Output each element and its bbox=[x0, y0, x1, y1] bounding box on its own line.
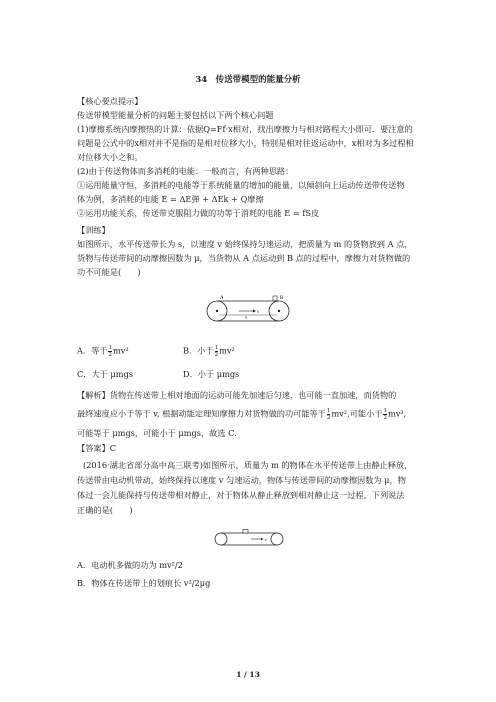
paragraph-line: (2)由于传送物体而多消耗的电能：一般而言，有两种思路： bbox=[77, 166, 294, 176]
label-s: s bbox=[245, 315, 247, 321]
paragraph-line: 传送带模型能量分析的问题主要包括以下两个核心问题 bbox=[77, 110, 274, 120]
paragraph-line: (1)摩擦系统内摩擦热的计算：依据Q=Ff·x相对，找出摩擦力与相对路程大小即可．要注意的 bbox=[77, 124, 413, 134]
question-line: 体过一会儿能保持与传送带相对静止，对于物体从静止释放到相对静止这一过程，下列说法 bbox=[77, 490, 405, 500]
question-line: 货物与传送带间的动摩擦因数为 μ，当货物从 A 点运动到 B 点的过程中，摩擦力对货物做的 bbox=[77, 253, 411, 263]
paragraph-line: ②运用功能关系，传送带克服阻力做的功等于消耗的电能 E = fS皮 bbox=[77, 208, 320, 218]
label-a: A bbox=[220, 296, 224, 301]
paragraph-line: 对位移大小之和。 bbox=[77, 152, 143, 162]
conveyor-figure-2 bbox=[213, 529, 285, 547]
q2-option-b[interactable]: B．物体在传送带上的划痕长 v²/2μg bbox=[77, 578, 211, 588]
paragraph-line: 问题是公式中的x相对并不是指的是相对位移大小，特别是相对往返运动中，x相对为多过程相 bbox=[77, 138, 414, 148]
option-b[interactable]: B．小于 $\frac{1}{2}$ mv² bbox=[183, 345, 235, 358]
question-line: 正确的是( ) bbox=[77, 505, 133, 515]
paragraph-line: ①运用能量守恒，多消耗的电能等于系统能量的增加的能量，以倾斜向上运动传送带传送物 bbox=[77, 180, 405, 190]
section-heading: 【核心要点提示】 bbox=[77, 96, 143, 106]
section-heading: 【训练】 bbox=[77, 225, 110, 235]
option-a[interactable]: A．等于 $\frac{1}{2}$ mv² bbox=[77, 345, 129, 358]
question-line: 如图所示，水平传送带长为 s，以速度 v 始终保持匀速运动，把质量为 m 的货物放到 A 点， bbox=[77, 239, 413, 249]
option-c[interactable]: C．大于 μmgs bbox=[77, 369, 133, 379]
option-d[interactable]: D．小于 μmgs bbox=[183, 369, 240, 379]
analysis-line: 【解析】货物在传送带上相对地面的运动可能先加速后匀速，也可能一直加速，而货物的 bbox=[77, 390, 397, 400]
label-b: B bbox=[280, 296, 284, 301]
cargo-block bbox=[273, 296, 277, 301]
paragraph-line: 体为例，多消耗的电能 E = ΔE弹 + ΔEk + Q摩擦 bbox=[77, 194, 264, 204]
page-title: 34 传送带模型的能量分析 bbox=[195, 75, 301, 85]
object-block bbox=[243, 530, 248, 534]
label-v2: v bbox=[265, 537, 267, 542]
question-line: 传送带由电动机带动，始终保持以速度 v 匀速运动，物体与传送带间的动摩擦因数为 μ，物 bbox=[77, 475, 406, 485]
conveyor-figure-1 bbox=[205, 293, 293, 329]
q2-option-a[interactable]: A．电动机多做的功为 mv²/2 bbox=[77, 560, 183, 570]
analysis-line: 最终速度应小于等于 v, 根据动能定理知摩擦力对货物做的功可能等于 $\frac{1}{2}$ mv²,可能小于 $\frac{1}{2}$ mv², bbox=[77, 408, 407, 421]
question-line: (2016·湖北省部分高中高三联考)如图所示，质量为 m 的物体在水平传送带上由静止释放， bbox=[83, 460, 413, 470]
label-v: v bbox=[257, 310, 260, 315]
answer-line: 【答案】C bbox=[77, 443, 117, 453]
analysis-line: 可能等于 μmgs，可能小于 μmgs，故选 C. bbox=[77, 428, 237, 438]
page-number: 1 / 13 bbox=[236, 670, 260, 679]
question-line: 功不可能是( ) bbox=[77, 267, 141, 277]
